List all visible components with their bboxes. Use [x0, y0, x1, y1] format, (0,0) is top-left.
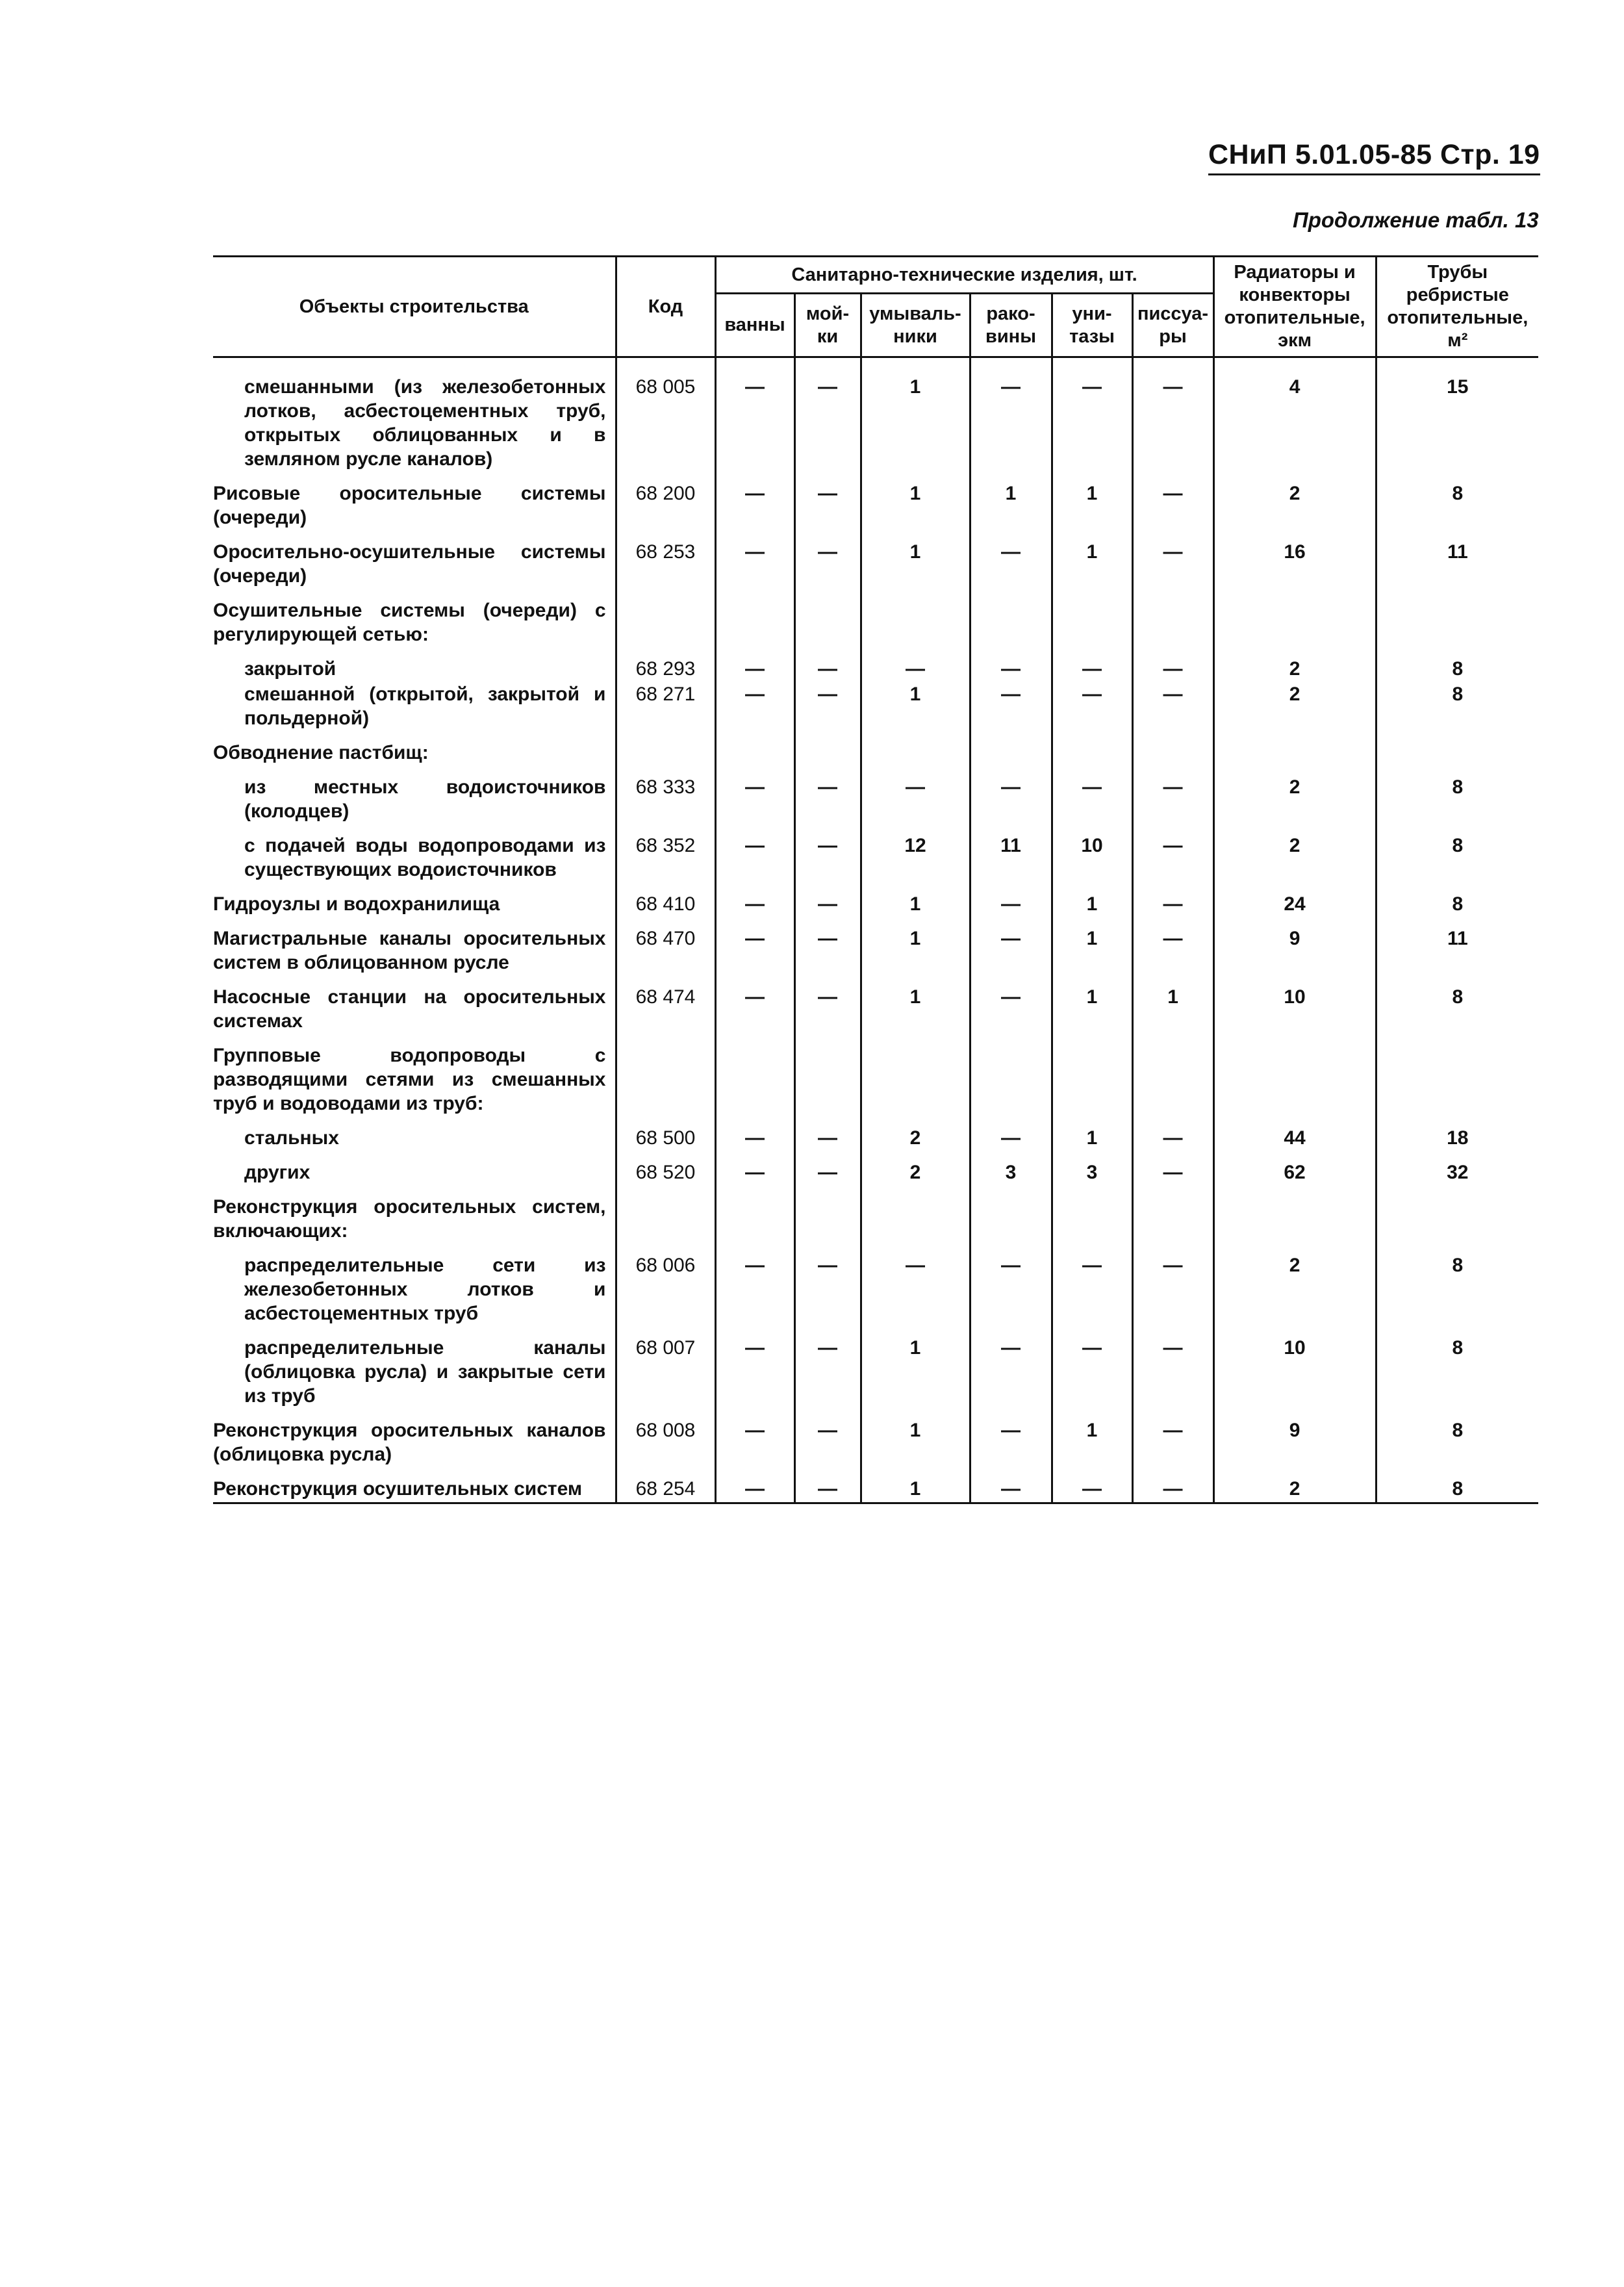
- cell-toilets: [1052, 1186, 1132, 1244]
- cell-radiators: 2: [1213, 766, 1376, 824]
- cell-toilets: 1: [1052, 883, 1132, 917]
- page-header: СНиП 5.01.05-85 Стр. 19: [1208, 139, 1540, 175]
- cell-code: 68 333: [616, 766, 715, 824]
- cell-pipes: 11: [1376, 531, 1538, 589]
- col-header-radiators: Радиаторы и конвекторы отопительные, экм: [1213, 257, 1376, 357]
- col-header-sanitary-group: Санитарно-технические изделия, шт.: [715, 257, 1213, 294]
- table-row: [213, 732, 1538, 766]
- cell-urinals: —: [1132, 1468, 1213, 1502]
- cell-pipes: [1376, 1186, 1538, 1244]
- cell-sinks: —: [794, 1117, 861, 1151]
- cell-urinals: —: [1132, 1409, 1213, 1468]
- row-object-name: смешанными (из железобетонных лотков, асбестоцементных труб, открытых облицованных и в земляном русле каналов): [244, 376, 606, 470]
- cell-urinals: 1: [1132, 976, 1213, 1034]
- row-object-name: Реконструкция оросительных систем, включающих:: [213, 1196, 606, 1242]
- row-object-name: Осушительные системы (очереди) с регулирующей сетью:: [213, 600, 606, 645]
- cell-baths: [715, 1186, 794, 1244]
- row-object-name: Рисовые оросительные системы (очереди): [213, 483, 606, 528]
- cell-basins: —: [970, 648, 1052, 682]
- cell-code: 68 520: [616, 1151, 715, 1186]
- row-object-name: распределительные сети из железобетонных лотков и асбестоцементных труб: [244, 1255, 606, 1324]
- row-object-name: закрытой: [244, 658, 336, 680]
- cell-code: 68 470: [616, 917, 715, 976]
- cell-baths: —: [715, 357, 794, 473]
- cell-radiators: [1213, 589, 1376, 648]
- cell-urinals: [1132, 1186, 1213, 1244]
- cell-radiators: 44: [1213, 1117, 1376, 1151]
- cell-sinks: —: [794, 1409, 861, 1468]
- row-object-name: Реконструкция осушительных систем: [213, 1478, 583, 1500]
- cell-basins: —: [970, 1409, 1052, 1468]
- cell-urinals: —: [1132, 917, 1213, 976]
- cell-urinals: —: [1132, 472, 1213, 531]
- table-row: [213, 472, 1538, 531]
- cell-radiators: 4: [1213, 357, 1376, 473]
- cell-pipes: 8: [1376, 648, 1538, 682]
- cell-sinks: [794, 1186, 861, 1244]
- cell-sinks: —: [794, 917, 861, 976]
- cell-toilets: 3: [1052, 1151, 1132, 1186]
- cell-code: 68 008: [616, 1409, 715, 1468]
- cell-toilets: —: [1052, 648, 1132, 682]
- cell-toilets: 10: [1052, 824, 1132, 883]
- cell-code: [616, 589, 715, 648]
- cell-basins: —: [970, 917, 1052, 976]
- cell-basins: —: [970, 682, 1052, 732]
- cell-pipes: 8: [1376, 1468, 1538, 1502]
- cell-code: [616, 732, 715, 766]
- cell-code: 68 271: [616, 682, 715, 732]
- cell-toilets: 1: [1052, 976, 1132, 1034]
- cell-urinals: —: [1132, 1327, 1213, 1409]
- cell-toilets: 1: [1052, 472, 1132, 531]
- cell-sinks: —: [794, 682, 861, 732]
- table-row: [213, 1409, 1538, 1468]
- table-row: [213, 357, 1538, 473]
- cell-basins: —: [970, 1327, 1052, 1409]
- cell-sinks: —: [794, 1244, 861, 1327]
- cell-toilets: [1052, 589, 1132, 648]
- norms-table-container: [213, 255, 1538, 1504]
- cell-pipes: 8: [1376, 472, 1538, 531]
- cell-pipes: 11: [1376, 917, 1538, 976]
- cell-baths: —: [715, 472, 794, 531]
- cell-pipes: 8: [1376, 1244, 1538, 1327]
- cell-code: 68 293: [616, 648, 715, 682]
- cell-baths: —: [715, 531, 794, 589]
- col-header-code: Код: [616, 257, 715, 357]
- row-object-name: Реконструкция оросительных каналов (облицовка русла): [213, 1420, 606, 1465]
- cell-urinals: —: [1132, 766, 1213, 824]
- col-header-toilets: уни-тазы: [1052, 294, 1132, 356]
- table-body: [213, 357, 1538, 1503]
- cell-baths: —: [715, 648, 794, 682]
- cell-urinals: —: [1132, 1244, 1213, 1327]
- row-object-name: с подачей воды водопроводами из существующих водоисточников: [244, 835, 606, 880]
- table-row: [213, 883, 1538, 917]
- cell-code: 68 007: [616, 1327, 715, 1409]
- cell-radiators: 9: [1213, 1409, 1376, 1468]
- cell-basins: —: [970, 766, 1052, 824]
- table-row: [213, 1117, 1538, 1151]
- cell-code: 68 500: [616, 1117, 715, 1151]
- row-object-name: Насосные станции на оросительных системах: [213, 986, 606, 1032]
- cell-washbasins: 1: [861, 976, 970, 1034]
- cell-baths: [715, 1034, 794, 1117]
- col-header-object: Объекты строительства: [299, 296, 529, 317]
- norms-table: [213, 255, 1538, 1502]
- cell-pipes: 8: [1376, 976, 1538, 1034]
- cell-washbasins: —: [861, 1244, 970, 1327]
- cell-toilets: [1052, 1034, 1132, 1117]
- cell-code: 68 474: [616, 976, 715, 1034]
- row-object-name: из местных водоисточников (колодцев): [244, 776, 606, 822]
- cell-urinals: [1132, 732, 1213, 766]
- cell-baths: [715, 732, 794, 766]
- cell-baths: —: [715, 824, 794, 883]
- cell-washbasins: [861, 589, 970, 648]
- cell-pipes: 8: [1376, 883, 1538, 917]
- table-row: [213, 589, 1538, 648]
- row-object-name: Групповые водопроводы с разводящими сетями из смешанных труб и водоводами из труб:: [213, 1045, 606, 1114]
- cell-radiators: 10: [1213, 976, 1376, 1034]
- cell-washbasins: —: [861, 648, 970, 682]
- cell-washbasins: 1: [861, 357, 970, 473]
- cell-radiators: 2: [1213, 824, 1376, 883]
- cell-basins: —: [970, 976, 1052, 1034]
- cell-sinks: —: [794, 1151, 861, 1186]
- table-row: [213, 682, 1538, 732]
- cell-toilets: —: [1052, 1327, 1132, 1409]
- cell-code: 68 253: [616, 531, 715, 589]
- table-caption: Продолжение табл. 13: [1293, 208, 1539, 232]
- table-row: [213, 1186, 1538, 1244]
- cell-baths: —: [715, 766, 794, 824]
- cell-washbasins: —: [861, 766, 970, 824]
- col-header-baths: ванны: [715, 294, 794, 356]
- cell-toilets: —: [1052, 682, 1132, 732]
- table-row: [213, 1244, 1538, 1327]
- row-object-name: Оросительно-осушительные системы (очереди): [213, 541, 606, 587]
- table-row: [213, 1151, 1538, 1186]
- cell-code: 68 005: [616, 357, 715, 473]
- cell-washbasins: [861, 1186, 970, 1244]
- cell-radiators: 9: [1213, 917, 1376, 976]
- cell-sinks: —: [794, 766, 861, 824]
- cell-pipes: 8: [1376, 1327, 1538, 1409]
- cell-urinals: —: [1132, 648, 1213, 682]
- cell-basins: 11: [970, 824, 1052, 883]
- col-header-washbasins: умываль-ники: [861, 294, 970, 356]
- cell-sinks: —: [794, 976, 861, 1034]
- cell-baths: [715, 589, 794, 648]
- cell-urinals: —: [1132, 531, 1213, 589]
- cell-washbasins: 2: [861, 1117, 970, 1151]
- cell-radiators: 10: [1213, 1327, 1376, 1409]
- cell-washbasins: 1: [861, 472, 970, 531]
- cell-pipes: 8: [1376, 682, 1538, 732]
- row-object-name: стальных: [244, 1127, 339, 1149]
- table-row: [213, 976, 1538, 1034]
- col-header-sinks: мой-ки: [794, 294, 861, 356]
- cell-washbasins: 1: [861, 1327, 970, 1409]
- cell-sinks: —: [794, 883, 861, 917]
- cell-radiators: 2: [1213, 1468, 1376, 1502]
- cell-washbasins: 12: [861, 824, 970, 883]
- cell-basins: —: [970, 531, 1052, 589]
- cell-toilets: —: [1052, 357, 1132, 473]
- cell-radiators: 62: [1213, 1151, 1376, 1186]
- cell-pipes: 32: [1376, 1151, 1538, 1186]
- cell-pipes: 8: [1376, 766, 1538, 824]
- cell-urinals: —: [1132, 824, 1213, 883]
- cell-baths: —: [715, 976, 794, 1034]
- cell-baths: —: [715, 1327, 794, 1409]
- cell-pipes: [1376, 732, 1538, 766]
- table-row: [213, 648, 1538, 682]
- cell-radiators: [1213, 1034, 1376, 1117]
- cell-pipes: [1376, 1034, 1538, 1117]
- cell-radiators: 2: [1213, 682, 1376, 732]
- row-object-name: распределительные каналы (облицовка русла) и закрытые сети из труб: [244, 1337, 606, 1407]
- cell-basins: [970, 1186, 1052, 1244]
- cell-urinals: —: [1132, 1117, 1213, 1151]
- table-row: [213, 917, 1538, 976]
- cell-sinks: —: [794, 472, 861, 531]
- cell-radiators: 16: [1213, 531, 1376, 589]
- cell-sinks: —: [794, 648, 861, 682]
- cell-washbasins: [861, 1034, 970, 1117]
- table-bottom-rule: [213, 1502, 1538, 1504]
- cell-washbasins: 1: [861, 682, 970, 732]
- row-object-name: Магистральные каналы оросительных систем в облицованном русле: [213, 928, 606, 973]
- cell-code: 68 254: [616, 1468, 715, 1502]
- cell-urinals: —: [1132, 682, 1213, 732]
- cell-basins: [970, 1034, 1052, 1117]
- cell-code: 68 200: [616, 472, 715, 531]
- cell-basins: —: [970, 1117, 1052, 1151]
- cell-radiators: 2: [1213, 648, 1376, 682]
- cell-baths: —: [715, 1117, 794, 1151]
- table-row: [213, 1468, 1538, 1502]
- cell-baths: —: [715, 1151, 794, 1186]
- cell-toilets: —: [1052, 1244, 1132, 1327]
- cell-basins: —: [970, 883, 1052, 917]
- cell-basins: 3: [970, 1151, 1052, 1186]
- cell-code: 68 410: [616, 883, 715, 917]
- cell-sinks: [794, 1034, 861, 1117]
- cell-sinks: —: [794, 824, 861, 883]
- row-object-name: Обводнение пастбищ:: [213, 742, 429, 763]
- cell-toilets: [1052, 732, 1132, 766]
- cell-sinks: —: [794, 357, 861, 473]
- cell-radiators: 2: [1213, 472, 1376, 531]
- cell-urinals: —: [1132, 1151, 1213, 1186]
- cell-baths: —: [715, 917, 794, 976]
- cell-toilets: 1: [1052, 531, 1132, 589]
- cell-code: [616, 1034, 715, 1117]
- cell-pipes: 15: [1376, 357, 1538, 473]
- cell-toilets: —: [1052, 1468, 1132, 1502]
- cell-sinks: —: [794, 1327, 861, 1409]
- cell-code: [616, 1186, 715, 1244]
- row-object-name: других: [244, 1162, 311, 1183]
- table-header: [213, 257, 1538, 357]
- cell-washbasins: 1: [861, 1409, 970, 1468]
- cell-radiators: 2: [1213, 1244, 1376, 1327]
- cell-washbasins: 1: [861, 917, 970, 976]
- cell-pipes: 8: [1376, 1409, 1538, 1468]
- cell-sinks: [794, 589, 861, 648]
- cell-sinks: —: [794, 531, 861, 589]
- cell-baths: —: [715, 1409, 794, 1468]
- row-object-name: смешанной (открытой, закрытой и польдерной): [244, 684, 606, 729]
- cell-basins: —: [970, 1468, 1052, 1502]
- row-object-name: Гидроузлы и водохранилища: [213, 893, 500, 915]
- table-row: [213, 766, 1538, 824]
- cell-urinals: [1132, 589, 1213, 648]
- table-row: [213, 1327, 1538, 1409]
- cell-basins: —: [970, 1244, 1052, 1327]
- cell-washbasins: 2: [861, 1151, 970, 1186]
- col-header-pipes: Трубы ребристые отопительные, м²: [1376, 257, 1538, 357]
- cell-basins: 1: [970, 472, 1052, 531]
- cell-radiators: [1213, 732, 1376, 766]
- cell-basins: [970, 589, 1052, 648]
- cell-washbasins: 1: [861, 883, 970, 917]
- cell-basins: [970, 732, 1052, 766]
- table-row: [213, 824, 1538, 883]
- cell-urinals: —: [1132, 883, 1213, 917]
- cell-pipes: [1376, 589, 1538, 648]
- table-row: [213, 531, 1538, 589]
- cell-radiators: [1213, 1186, 1376, 1244]
- cell-toilets: 1: [1052, 1117, 1132, 1151]
- cell-code: 68 352: [616, 824, 715, 883]
- cell-washbasins: 1: [861, 1468, 970, 1502]
- cell-radiators: 24: [1213, 883, 1376, 917]
- cell-washbasins: [861, 732, 970, 766]
- cell-baths: —: [715, 682, 794, 732]
- cell-toilets: 1: [1052, 1409, 1132, 1468]
- cell-washbasins: 1: [861, 531, 970, 589]
- cell-toilets: 1: [1052, 917, 1132, 976]
- cell-pipes: 18: [1376, 1117, 1538, 1151]
- cell-urinals: —: [1132, 357, 1213, 473]
- col-header-basins: рако-вины: [970, 294, 1052, 356]
- cell-urinals: [1132, 1034, 1213, 1117]
- cell-baths: —: [715, 883, 794, 917]
- cell-baths: —: [715, 1468, 794, 1502]
- cell-sinks: [794, 732, 861, 766]
- cell-code: 68 006: [616, 1244, 715, 1327]
- cell-pipes: 8: [1376, 824, 1538, 883]
- cell-toilets: —: [1052, 766, 1132, 824]
- table-row: [213, 1034, 1538, 1117]
- cell-sinks: —: [794, 1468, 861, 1502]
- cell-basins: —: [970, 357, 1052, 473]
- cell-baths: —: [715, 1244, 794, 1327]
- col-header-urinals: писсуа-ры: [1132, 294, 1213, 356]
